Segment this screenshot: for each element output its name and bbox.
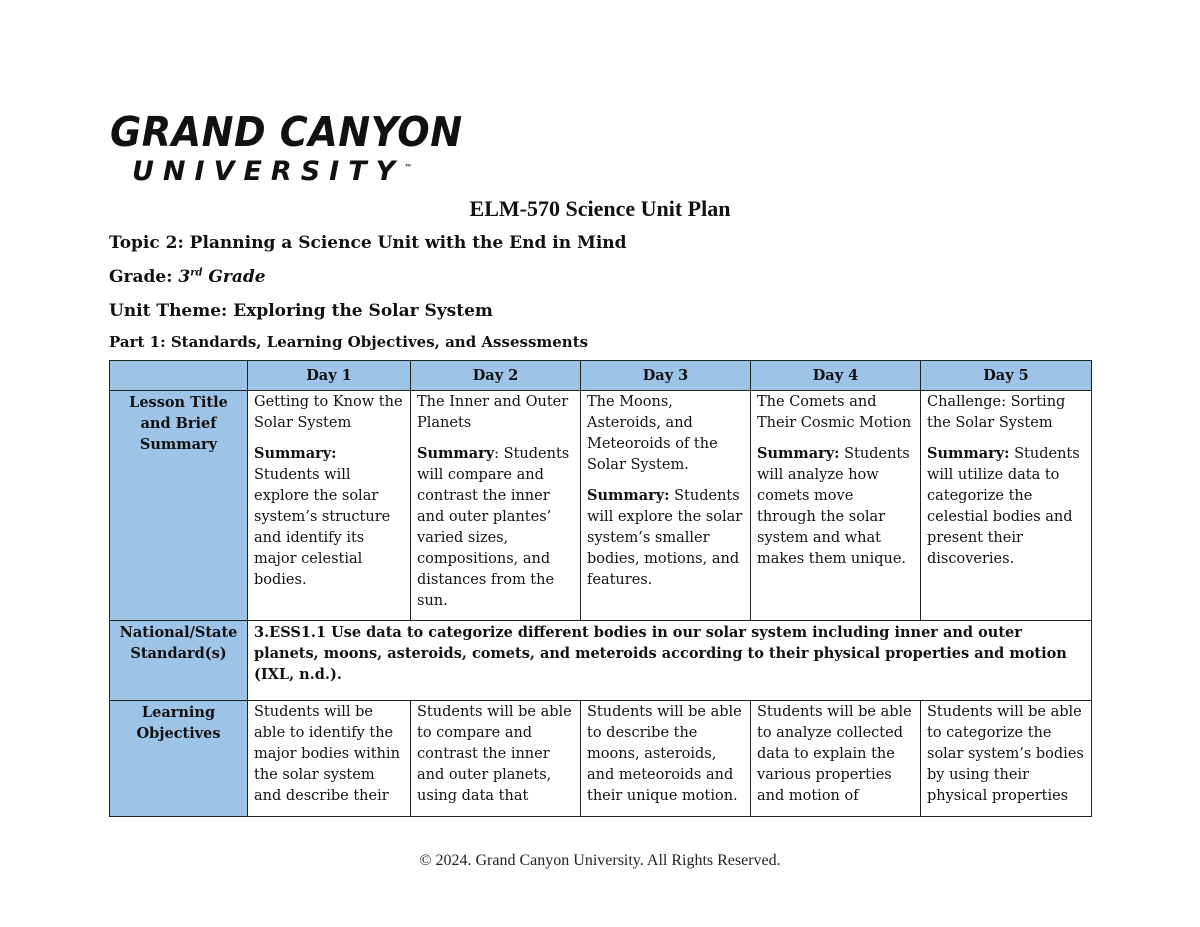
lesson-summary: Summary: Students will utilize data to categorize the celestial bodies and present their discoveries. (927, 445, 1080, 567)
copyright-footer: © 2024. Grand Canyon University. All Rights Reserved. (419, 852, 781, 869)
lesson-cell (248, 391, 411, 621)
grade-value: 3rd Grade (178, 267, 266, 287)
objective-cell: Students will be able to compare and contrast the inner and outer planets, using data that (411, 701, 581, 817)
unit-theme-line: Unit Theme: Exploring the Solar System (109, 301, 493, 321)
day-header: Day 1 (248, 361, 411, 391)
lesson-cell (581, 391, 751, 621)
lesson-title: Challenge: Sorting the Solar System (927, 394, 1066, 431)
logo-university-text: UNIVERSITY (132, 156, 405, 187)
table-row-objectives (110, 701, 1092, 817)
lesson-summary: Summary: Students will explore the solar system’s smaller bodies, motions, and features. (587, 487, 743, 588)
day-header: Day 4 (751, 361, 921, 391)
day-header: Day 5 (921, 361, 1092, 391)
table-row-standard (110, 621, 1092, 701)
logo-line-university (132, 154, 440, 186)
table-header-row (110, 361, 1092, 391)
day-header: Day 3 (581, 361, 751, 391)
grade-label: Grade: (109, 267, 179, 287)
grade-line (109, 267, 266, 287)
logo-line-grand-canyon: GRAND CANYON (110, 108, 463, 156)
topic-line: Topic 2: Planning a Science Unit with the End in Mind (109, 233, 627, 253)
lesson-title: The Inner and Outer Planets (417, 394, 569, 431)
objective-cell: Students will be able to identify the major bodies within the solar system and describe their (248, 701, 411, 817)
lesson-cell (921, 391, 1092, 621)
lesson-summary: Summary: Students will analyze how comets move through the solar system and what makes them unique. (757, 445, 910, 567)
objective-cell: Students will be able to describe the moons, asteroids, and meteoroids and their unique motion. (581, 701, 751, 817)
lesson-summary: Summary: Students will explore the solar system’s structure and identify its major celestial bodies. (254, 445, 391, 588)
lesson-cell (751, 391, 921, 621)
lesson-summary: Summary: Students will compare and contrast the inner and outer plantes’ varied sizes, compositions, and distances from the sun. (417, 445, 570, 609)
corner-cell (110, 361, 248, 391)
row-header-objectives: Learning Objectives (110, 701, 248, 817)
document-title: ELM-570 Science Unit Plan (469, 196, 731, 221)
unit-plan-table (109, 360, 1092, 817)
lesson-title: The Moons, Asteroids, and Meteoroids of the Solar System. (587, 394, 718, 473)
lesson-title: The Comets and Their Cosmic Motion (757, 394, 912, 431)
trademark-mark: ™ (404, 163, 413, 172)
row-header-lesson: Lesson Title and Brief Summary (110, 391, 248, 621)
day-header: Day 2 (411, 361, 581, 391)
part-heading: Part 1: Standards, Learning Objectives, and Assessments (109, 333, 589, 351)
objective-cell: Students will be able to categorize the solar system’s bodies by using their physical properties (921, 701, 1092, 817)
standard-cell: 3.ESS1.1 Use data to categorize different bodies in our solar system including inner and outer planets, moons, asteroids, comets, and meteroids according to their physical properties and motion (IXL, n.d.). (248, 621, 1092, 701)
university-logo (110, 108, 463, 187)
objective-cell: Students will be able to analyze collected data to explain the various properties and motion of (751, 701, 921, 817)
lesson-cell (411, 391, 581, 621)
row-header-standard: National/State Standard(s) (110, 621, 248, 701)
lesson-title: Getting to Know the Solar System (254, 394, 403, 431)
table-row-lesson (110, 391, 1092, 621)
